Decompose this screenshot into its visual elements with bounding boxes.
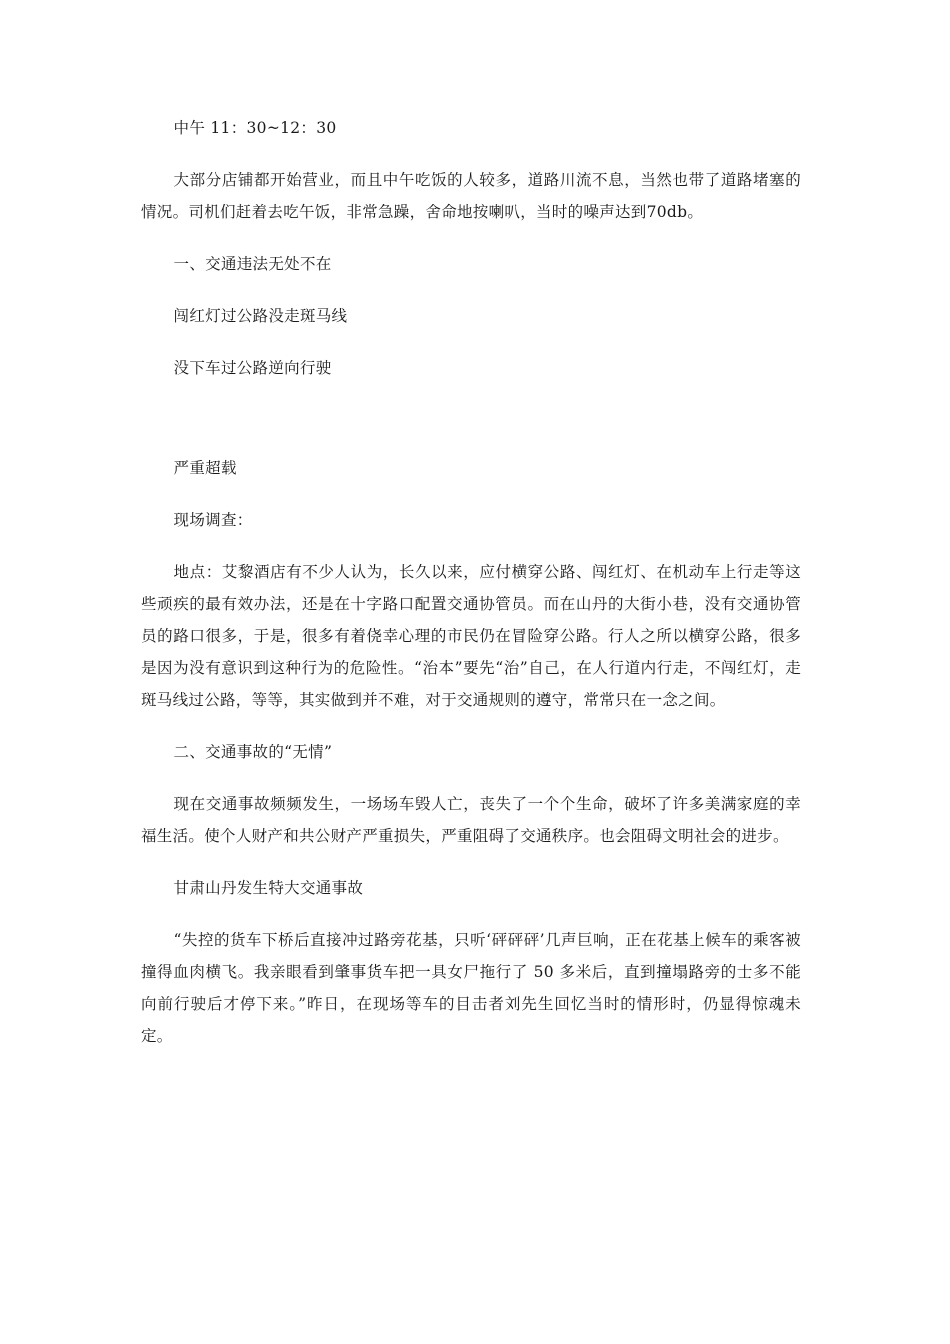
violation-line-1: 闯红灯过公路没走斑马线 — [173, 307, 348, 325]
paragraph-accidents: 现在交通事故频频发生，一场场车毁人亡，丧失了一个个生命，破坏了许多美满家庭的幸福生活。使个人财产和共公财产严重损失，严重阻碍了交通秩序。也会阻碍文明社会的进步。 — [141, 795, 801, 845]
document-body — [141, 112, 801, 1072]
blank-gap — [141, 404, 801, 452]
violation-line-3: 严重超载 — [173, 459, 237, 477]
paragraph-witness-quote: “失控的货车下桥后直接冲过路旁花基，只听‘砰砰砰’几声巨响，正在花基上候车的乘客被撞得血肉横飞。我亲眼看到肇事货车把一具女尸拖行了 50 多米后，直到撞塌路旁的士多不能向前行驶后才停下来。”昨日，在现场等车的目击者刘先生回忆当时的情形时，仍显得惊魂未定。 — [141, 931, 801, 1045]
time-range-heading: 中午 11：30~12：30 — [173, 119, 337, 137]
accident-headline: 甘肃山丹发生特大交通事故 — [173, 879, 364, 897]
violation-line-2: 没下车过公路逆向行驶 — [173, 359, 332, 377]
section-heading-accidents: 二、交通事故的“无情” — [173, 743, 333, 761]
paragraph-noon-traffic: 大部分店铺都开始营业，而且中午吃饭的人较多，道路川流不息，当然也带了道路堵塞的情况。司机们赶着去吃午饭，非常急躁，舍命地按喇叭，当时的噪声达到70db。 — [141, 171, 801, 221]
paragraph-survey-location: 地点：艾黎酒店有不少人认为，长久以来，应付横穿公路、闯红灯、在机动车上行走等这些顽疾的最有效办法，还是在十字路口配置交通协管员。而在山丹的大街小巷，没有交通协管员的路口很多，于是，很多有着侥幸心理的市民仍在冒险穿公路。行人之所以横穿公路，很多是因为没有意识到这种行为的危险性。“治本”要先“治”自己，在人行道内行走，不闯红灯，走斑马线过公路，等等，其实做到并不难，对于交通规则的遵守，常常只在一念之间。 — [141, 563, 801, 709]
section-heading-violations: 一、交通违法无处不在 — [173, 255, 332, 273]
survey-heading: 现场调查： — [173, 511, 253, 529]
